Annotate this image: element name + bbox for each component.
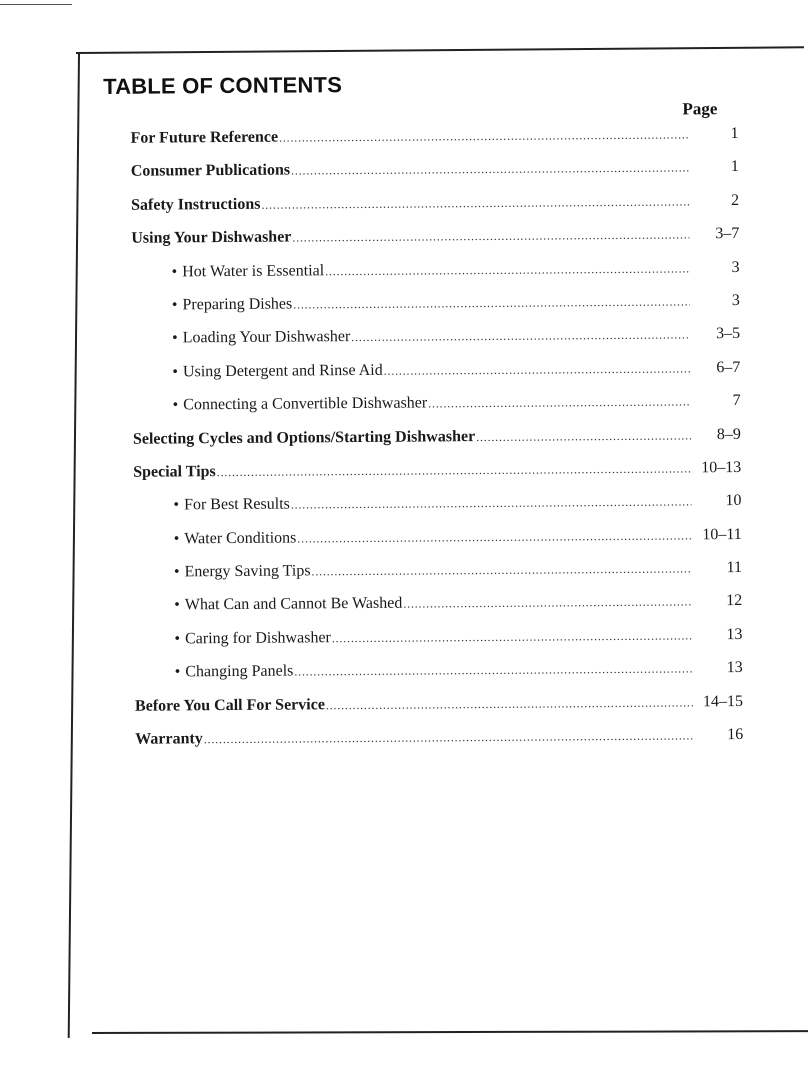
toc-entry-label	[174, 562, 311, 581]
toc-entry-text: Using Your Dishwasher	[131, 228, 292, 247]
toc-entry-label	[133, 463, 216, 482]
bullet-icon: •	[174, 596, 180, 614]
toc-entry	[103, 459, 743, 497]
toc-entry	[105, 726, 745, 764]
toc-entry-text: What Can and Cannot Be Washed	[184, 595, 403, 614]
toc-entry-label	[172, 262, 325, 281]
dot-leader	[297, 528, 691, 546]
dot-leader	[293, 294, 690, 312]
dot-leader	[325, 261, 690, 279]
toc-page-number: 10	[725, 492, 742, 510]
toc-page-number: 1	[730, 158, 739, 176]
dot-leader	[326, 695, 693, 713]
toc-entry-label	[172, 328, 350, 347]
page-frame-left	[68, 54, 80, 1038]
toc-entry-label	[172, 362, 382, 382]
toc-entry-label	[174, 595, 402, 615]
toc-page-number: 7	[732, 392, 741, 410]
bullet-icon: •	[172, 329, 178, 347]
bullet-icon: •	[173, 563, 180, 581]
toc-subentry	[104, 526, 744, 564]
toc-entry-label	[133, 428, 475, 449]
toc-subentry	[102, 359, 742, 397]
toc-entry-label	[131, 229, 291, 248]
dot-leader	[204, 728, 694, 747]
toc-entry-text: Warranty	[135, 730, 203, 748]
dot-leader	[292, 228, 689, 246]
toc-page-number: 1	[730, 124, 739, 143]
toc-entry-text: Connecting a Convertible Dishwasher	[183, 394, 428, 414]
toc-subentry	[104, 559, 744, 597]
toc-entry-text: Changing Panels	[185, 662, 294, 681]
toc-page-number: 6–7	[716, 358, 741, 376]
toc-entry-text: Energy Saving Tips	[184, 562, 311, 581]
toc-page-number: 3	[731, 291, 740, 309]
bullet-icon: •	[171, 262, 178, 281]
toc-subentry	[104, 592, 744, 630]
toc-page-number: 13	[726, 659, 743, 677]
bullet-icon: •	[173, 496, 180, 514]
bullet-icon: •	[172, 363, 179, 381]
toc-entry	[101, 192, 741, 230]
toc-entry-text: Using Detergent and Rinse Aid	[182, 361, 383, 381]
toc-entry-text: For Best Results	[183, 495, 290, 514]
toc-entry-text: Caring for Dishwasher	[185, 629, 331, 648]
toc-entry	[101, 158, 741, 196]
page-column-header: Page	[682, 99, 718, 119]
toc-page-number: 14–15	[702, 692, 744, 710]
toc-list	[100, 125, 745, 764]
toc-page-number: 10–13	[701, 458, 742, 477]
dot-leader	[403, 595, 692, 612]
dot-leader	[311, 561, 692, 579]
page-frame-top	[76, 46, 804, 54]
dot-leader	[217, 461, 692, 480]
toc-entry	[100, 125, 740, 163]
toc-entry-text: Before You Call For Service	[134, 695, 325, 715]
toc-entry-label	[175, 663, 294, 682]
dot-leader	[428, 394, 691, 411]
toc-entry-label	[131, 162, 290, 181]
toc-entry	[105, 693, 745, 731]
toc-page-number: 10–11	[702, 525, 742, 543]
toc-entry-text: Consumer Publications	[130, 161, 291, 181]
toc-subentry	[105, 659, 745, 697]
toc-entry-text: Special Tips	[133, 463, 216, 481]
toc-entry-label	[174, 529, 297, 548]
dot-leader	[291, 161, 689, 179]
bullet-icon: •	[174, 663, 181, 681]
bullet-icon: •	[171, 296, 178, 314]
dot-leader	[351, 328, 690, 346]
toc-page-number: 8–9	[716, 425, 741, 443]
toc-subentry	[102, 259, 742, 297]
scan-edge-mark	[0, 4, 72, 5]
toc-entry-text: Selecting Cycles and Options/Starting Dishwasher	[132, 427, 476, 448]
toc-subentry	[102, 292, 742, 330]
dot-leader	[294, 662, 692, 680]
toc-entry	[101, 225, 741, 263]
page-frame-bottom	[92, 1030, 808, 1034]
toc-subentry	[102, 325, 742, 363]
toc-page-number: 13	[726, 625, 743, 643]
toc-subentry	[103, 392, 743, 430]
bullet-icon: •	[172, 396, 179, 414]
bullet-icon: •	[173, 530, 180, 548]
dot-leader	[291, 495, 692, 513]
toc-entry-text: Water Conditions	[184, 529, 297, 548]
toc-subentry	[103, 492, 743, 530]
page-title: TABLE OF CONTENTS	[103, 72, 343, 99]
toc-page-number: 2	[730, 191, 740, 209]
dot-leader	[279, 127, 689, 145]
toc-entry-text: Hot Water is Essential	[182, 261, 325, 280]
dot-leader	[384, 361, 691, 378]
toc-entry-text: For Future Reference	[130, 128, 279, 147]
toc-page-number: 16	[727, 726, 744, 744]
toc-entry-text: Loading Your Dishwasher	[182, 328, 351, 347]
toc-entry	[103, 425, 743, 463]
toc-page	[100, 63, 745, 764]
toc-entry-label	[173, 395, 428, 415]
toc-page-number: 3–5	[716, 325, 741, 343]
toc-page-number: 3	[731, 258, 740, 276]
dot-leader	[332, 628, 693, 646]
toc-entry-label	[174, 629, 330, 648]
bullet-icon: •	[174, 630, 181, 648]
toc-subentry	[104, 626, 744, 664]
toc-entry-text: Safety Instructions	[131, 195, 261, 214]
toc-entry-label	[172, 295, 293, 314]
toc-entry-label	[135, 696, 325, 715]
toc-entry-text: Preparing Dishes	[182, 295, 293, 314]
toc-page-number: 3–7	[715, 225, 740, 243]
toc-entry-label	[135, 730, 203, 749]
dot-leader	[476, 428, 691, 445]
toc-entry-label	[130, 129, 278, 148]
dot-leader	[261, 194, 689, 212]
toc-page-number: 11	[726, 559, 743, 577]
toc-entry-label	[131, 196, 260, 215]
toc-entry-label	[173, 496, 290, 515]
toc-page-number: 12	[726, 592, 743, 610]
